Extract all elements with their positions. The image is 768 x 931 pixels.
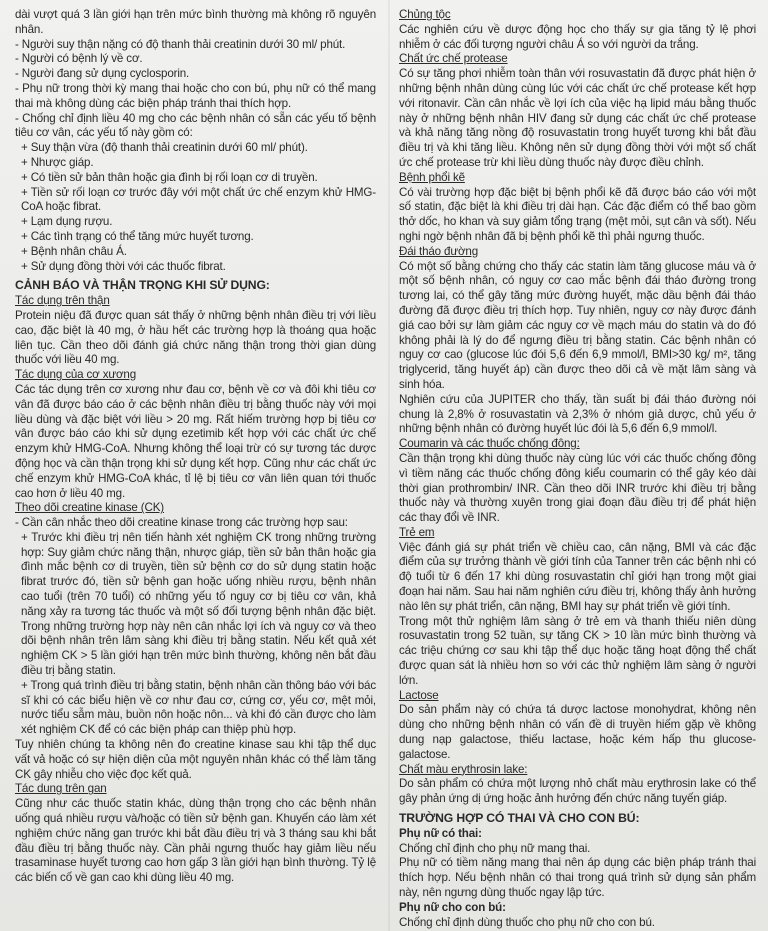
list-item: - Người đang sử dụng cyclosporin. <box>15 67 190 81</box>
subheading-muscle: Tác dụng của cơ xương <box>15 368 137 382</box>
subheading-liver: Tác dụng trên gan <box>15 782 107 796</box>
subheading-race: Chủng tộc <box>399 8 451 21</box>
list-item: - Người suy thận nặng có độ thanh thải creatinin dưới 30 ml/ phút. <box>15 37 346 51</box>
paragraph: Nghiên cứu của JUPITER cho thấy, tần suất bị đái tháo đường nói chung là 2,8% ở rosuvastatin và 2,3% ở nhóm giả dược, chủ yếu ở những bệnh nhân có đường huyết lúc đói là 5,6 đến 6,9 mmol/l. <box>399 392 756 436</box>
paragraph: dài vượt quá 3 lần giới hạn trên mức bình thường mà không rõ nguyên nhân. <box>15 8 376 36</box>
paragraph: + Trong quá trình điều trị bằng statin, bệnh nhân cần thông báo với bác sĩ khi có các biểu hiện về cơ như đau cơ, cứng cơ, yếu cơ, mệt mỏi, nước tiểu sẫm màu, buồn nôn hoặc nôn... và khi đó cần được cho làm xét nghiệm CK để có các biện pháp can thiệp phù hợp. <box>21 678 377 737</box>
subheading-pregnant-women: Phụ nữ có thai: <box>399 826 482 840</box>
paragraph: Có một số bằng chứng cho thấy các statin làm tăng glucose máu và ở một số bệnh nhân, có nguy cơ cao mắc bệnh đái tháo đường trong tương lai, có thể gây tăng mức đường huyết, mặc dầu bệnh đái tháo đường đã được điều trị thích hợp. Tuy nhiên, nguy cơ này được đánh giá cao bởi sự làm giảm các nguy cơ về mạch máu do statin và do đó không phải là lý do để ngưng điều trị bằng statin. Các bệnh nhân có nguy cơ cao (glucose lúc đói 5,6 đến 6,9 mmol/l, BMI>30 kg/ m², tăng triglycerid, tăng huyết áp) cần được theo dõi cả về mặt lâm sàng và sinh hóa. <box>399 259 756 391</box>
section-heading-pregnancy: TRƯỜNG HỢP CÓ THAI VÀ CHO CON BÚ: <box>399 811 640 826</box>
paragraph: Việc đánh giá sự phát triển về chiều cao, cân nặng, BMI và các đặc điểm của sự trưởng thành về giới tính của Tanner trên các bệnh nhi có độ tuổi từ 6 đến 17 khi dùng rosuvastatin chỉ giới hạn trong một giai đoạn hai năm. Sau hai năm nghiên cứu điều trị, không thấy ảnh hưởng nào lên sự phát triển, cân nặng, BMI hay sự phát triển về giới tính. <box>399 540 756 613</box>
paragraph: Tuy nhiên chúng ta không nên đo creatine kinase sau khi tập thể dục vất vả hoặc có sự hiện diện của một nguyên nhân khác có thể làm tăng CK gây nhiễu cho việc đọc kết quả. <box>15 738 376 781</box>
subheading-lactose: Lactose <box>399 688 439 702</box>
list-item: + Sử dụng đồng thời với các thuốc fibrat. <box>21 259 226 273</box>
list-item: + Nhược giáp. <box>21 155 94 169</box>
subheading-lung: Bệnh phổi kẽ <box>399 170 465 184</box>
paragraph: Chống chỉ định dùng thuốc cho phụ nữ cho con bú. <box>399 915 655 929</box>
list-item: - Phụ nữ trong thời kỳ mang thai hoặc cho con bú, phụ nữ có thể mang thai mà không dùng các biện pháp tránh thai thích hợp. <box>15 81 376 110</box>
paragraph: Protein niệu đã được quan sát thấy ở những bệnh nhân điều trị với liều cao, đặc biệt là 40 mg, ở hầu hết các trường hợp là thoáng qua hoặc liên tục. Cần theo dõi đánh giá chức năng thận trong thời gian dùng thuốc với liều 40 mg. <box>15 308 376 367</box>
subheading-ck: Theo dõi creatine kinase (CK) <box>15 501 165 515</box>
subheading-erythrosin: Chất màu erythrosin lake: <box>399 762 528 776</box>
paragraph: Có sự tăng phơi nhiễm toàn thân với rosuvastatin đã được phát hiện ở những bệnh nhân dùng cùng lúc với các chất ức chế protease kết hợp với ritonavir. Cần cân nhắc về lợi ích của việc hạ lipid máu bằng thuốc này ở những bệnh nhân HIV đang sử dụng các chất ức chế protease và khả năng tăng nồng độ rosuvastatin trong huyết tương khi bắt đầu điều trị và khi tăng liều. Không nên sử dụng đồng thời với một số chất ức chế protease trừ khi liều dùng thuốc này được điều chỉnh. <box>399 67 756 169</box>
paragraph: - Cần cân nhắc theo dõi creatine kinase trong các trường hợp sau: <box>15 516 348 530</box>
page-fold-line <box>388 0 390 931</box>
list-item: + Suy thận vừa (độ thanh thải creatinin dưới 60 ml/ phút). <box>21 141 308 155</box>
subheading-nursing: Phụ nữ cho con bú: <box>399 900 506 914</box>
subheading-diabetes: Đái tháo đường <box>399 244 479 258</box>
list-item: - Người có bệnh lý về cơ. <box>15 52 143 66</box>
subheading-coumarin: Coumarin và các thuốc chống đông: <box>399 437 580 451</box>
paragraph: Các tác dụng trên cơ xương như đau cơ, bệnh về cơ và đôi khi tiêu cơ vân đã được báo cáo ở các bệnh nhân điều trị bằng thuốc này với mọi liều dùng và đặc biệt với liều > 20 mg. Rất hiếm trường hợp bị tiêu cơ vân được báo cáo khi sử dụng ezetimib kết hợp với các chất ức chế enzym khử HMG-CoA. Nhưng không thể loại trừ có sự tương tác dược động học và cần thận trọng khi sử dụng kết hợp. Cũng như các chất ức chế enzym khử HMG-CoA khác, tỉ lệ bị tiêu cơ vân liên quan tới thuốc cao hơn ở liều 40 mg. <box>15 382 376 500</box>
list-item: - Chống chỉ định liều 40 mg cho các bệnh nhân có sẵn các yếu tố bệnh tiêu cơ vân, các yếu tố này gồm có: <box>15 111 376 140</box>
paragraph: Trong một thử nghiệm lâm sàng ở trẻ em và thanh thiếu niên dùng rosuvastatin trong 52 tuần, sự tăng CK > 10 lần mức bình thường và các triệu chứng cơ sau khi tập thể dục hoặc tăng hoạt động thể chất được quan sát là nhiều hơn so với các thử nghiệm lâm sàng ở người lớn. <box>399 614 756 687</box>
section-heading-warnings: CẢNH BÁO VÀ THẬN TRỌNG KHI SỬ DỤNG: <box>15 278 270 293</box>
left-column <box>15 8 376 886</box>
paragraph: Do sản phẩm có chứa một lượng nhỏ chất màu erythrosin lake có thể gây phản ứng dị ứng hoặc ảnh hưởng đến chức năng tuyến giáp. <box>399 777 756 806</box>
paragraph: Phụ nữ có tiềm năng mang thai nên áp dụng các biện pháp tránh thai thích hợp. Nếu bệnh nhân có thai trong quá trình sử dụng sản phẩm này, nên ngưng dùng thuốc ngay lập tức. <box>399 856 756 900</box>
paragraph: Có vài trường hợp đặc biệt bị bệnh phổi kẽ đã được báo cáo với một số statin, đặc biệt là khi điều trị dài hạn. Các đặc điểm có thể bao gồm thở dốc, ho khan và suy giảm tổng trạng (mệt mỏi, sụt cân và sốt). Nếu nghi ngờ bệnh nhân đã bị bệnh phổi kẽ thì phải ngưng thuốc. <box>399 185 756 243</box>
list-item: + Các tình trạng có thể tăng mức huyết tương. <box>21 229 254 243</box>
subheading-kidney: Tác dụng trên thận <box>15 294 110 308</box>
list-item: + Bệnh nhân châu Á. <box>21 244 127 258</box>
list-item: + Lạm dụng rượu. <box>21 215 113 229</box>
subheading-children: Trẻ em <box>399 525 435 539</box>
paragraph: Do sản phẩm này có chứa tá dược lactose monohydrat, không nên dùng cho những bệnh nhân có vấn đề di truyền hiếm gặp về không dung nạp galactose, thiếu lactase, hoặc kém hấp thu glucose-galactose. <box>399 703 756 761</box>
subheading-protease: Chất ức chế protease <box>399 52 508 66</box>
right-column <box>399 8 756 930</box>
list-item: + Tiền sử rối loạn cơ trước đây với một chất ức chế enzym khử HMG-CoA hoặc fibrat. <box>21 185 376 214</box>
paragraph: Các nghiên cứu về dược động học cho thấy sự gia tăng tỷ lệ phơi nhiễm ở các đối tượng người châu Á so với người da trắng. <box>399 22 756 51</box>
list-item: + Có tiền sử bản thân hoặc gia đình bị rối loạn cơ di truyền. <box>21 170 318 184</box>
paragraph: Cũng như các thuốc statin khác, dùng thận trọng cho các bệnh nhân uống quá nhiều rượu và/hoặc có tiền sử bệnh gan. Khuyến cáo làm xét nghiệm chức năng gan trước khi bắt đầu điều trị và 3 tháng sau khi bắt đầu điều trị bằng thuốc này. Cần phải ngưng thuốc hay giảm liều nếu trasaminase huyết tương cao hơn gấp 3 lần giới hạn bình thường. Tỷ lệ các biến cố về gan cao khi dùng liều 40 mg. <box>15 797 376 885</box>
paragraph: Cần thận trọng khi dùng thuốc này cùng lúc với các thuốc chống đông vì tiềm năng các thuốc chống đông kiểu coumarin có thể gây kéo dài thời gian prothrombin/ INR. Cần theo dõi INR trước khi điều trị bằng thuốc này và thường xuyên trong giai đoạn đầu điều trị để phát hiện các thay đổi về INR. <box>399 451 756 525</box>
paragraph: Chống chỉ định cho phụ nữ mang thai. <box>399 841 591 855</box>
paragraph: + Trước khi điều trị nên tiến hành xét nghiệm CK trong những trường hợp: Suy giảm chức năng thận, nhược giáp, tiền sử bản thân hoặc gia đình mắc bệnh cơ di truyền, tiền sử bệnh cơ do sử dụng statin hoặc fibrat trước đó, tiền sử bệnh gan hoặc uống nhiều rượu, bệnh nhân cao tuổi (trên 70 tuổi) có những yếu tố nguy cơ bị tiêu cơ vân, khả năng xảy ra tương tác thuốc và một số đối tượng bệnh nhân đặc biệt. Trong những trường hợp này nên cân nhắc lợi ích và nguy cơ và theo dõi bệnh nhân trên lâm sàng khi điều trị bằng statin. Nếu kết quả xét nghiệm CK > 5 lần giới hạn trên mức bình thường, không nên bắt đầu điều trị bằng statin. <box>21 530 376 678</box>
